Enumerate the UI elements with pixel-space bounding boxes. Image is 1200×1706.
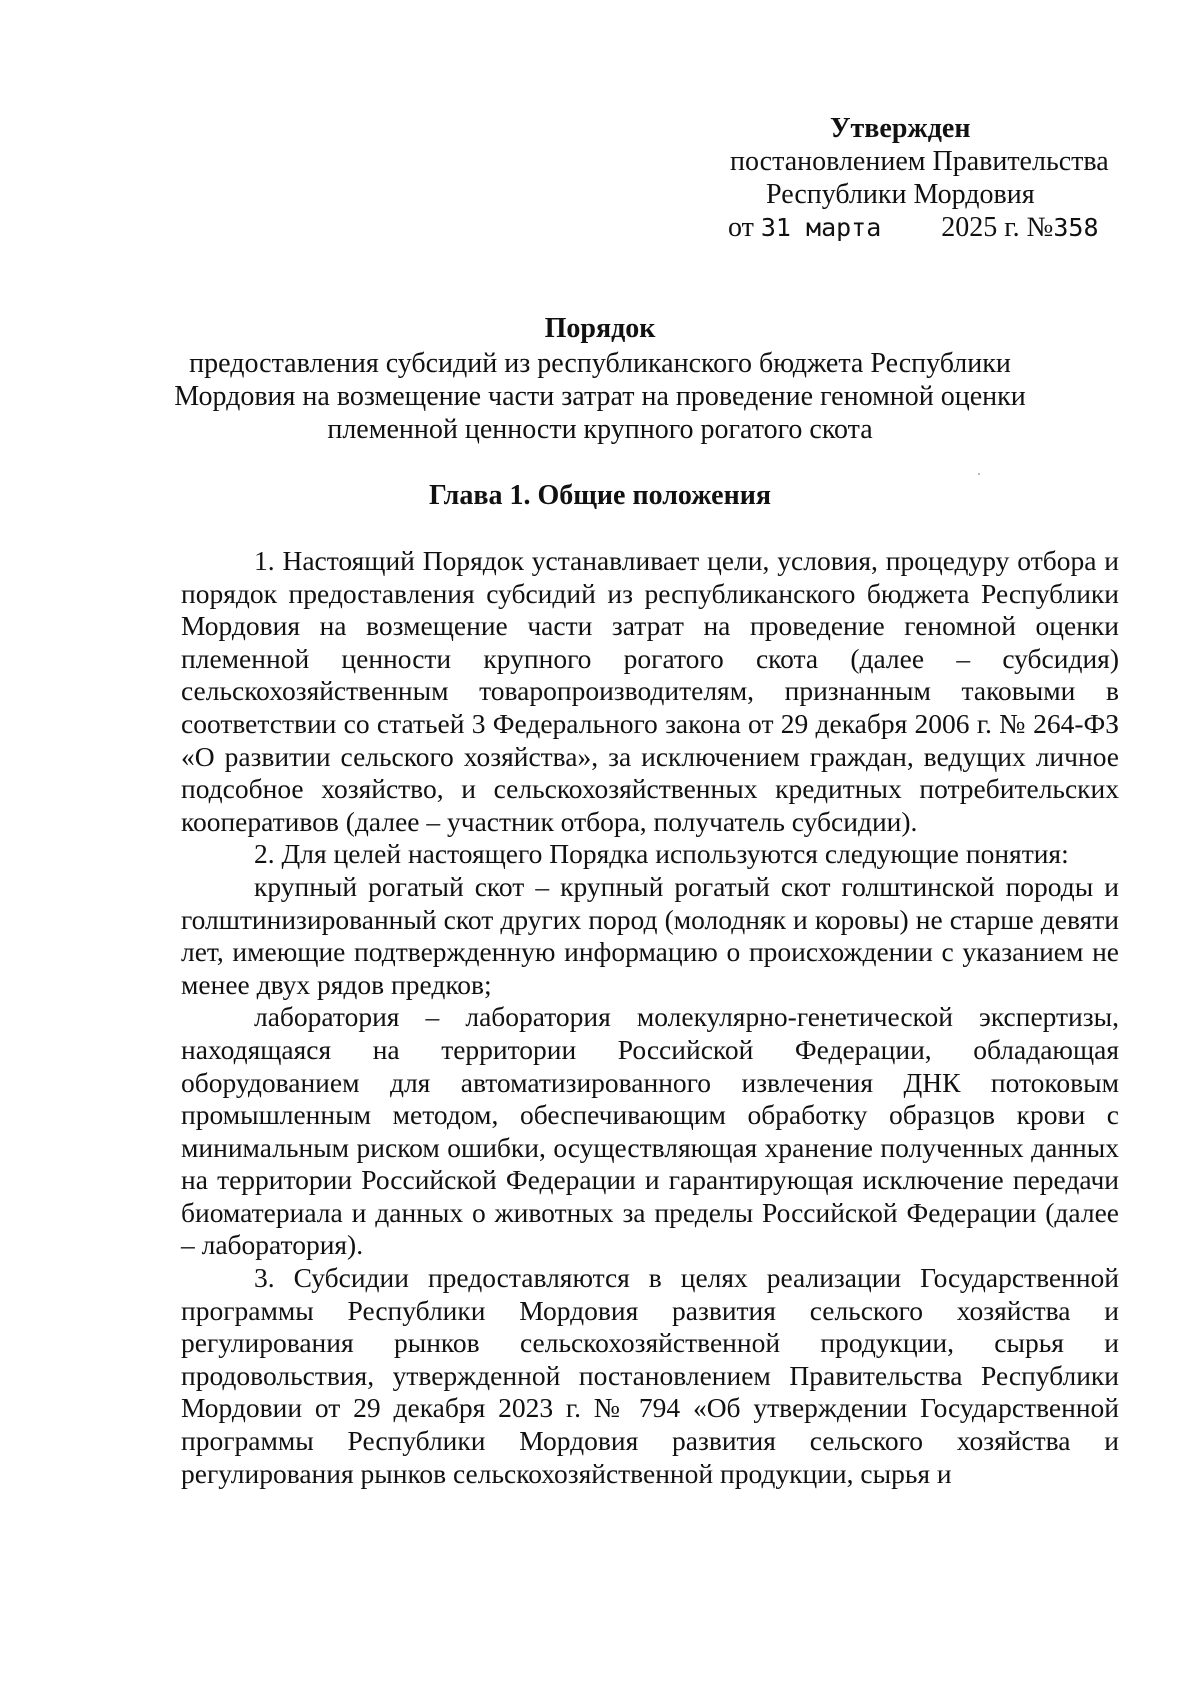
approval-date-prefix: от xyxy=(728,212,754,243)
document-body xyxy=(181,545,1119,1490)
scan-speck xyxy=(978,473,980,475)
approval-line-resolution: постановлением Правительства xyxy=(730,146,1109,177)
approval-date-filled: 31 марта xyxy=(760,213,882,242)
paragraph-3: 3. Субсидии предоставляются в целях реализации Государственной программы Республики Мордовия развития сельского хозяйства и регулирования рынков сельскохозяйственной продукции, сырья и продовольствия, утвержденной постановлением Правительства Республики Мордовии от 29 декабря 2023 г. № 794 «Об утверждении Государственной программы Республики Мордовия развития сельского хозяйства и регулирования рынков сельскохозяйственной продукции, сырья и xyxy=(181,1262,1119,1489)
approval-title: Утвержден xyxy=(830,113,971,144)
document-subtitle: предоставления субсидий из республиканского бюджета Республики Мордовия на возмещение части затрат на проведение геномной оценки племенной ценности крупного рогатого скота xyxy=(174,348,1026,445)
approval-date-line xyxy=(728,211,1099,244)
document-title: Порядок xyxy=(544,313,656,344)
approval-line-republic: Республики Мордовия xyxy=(766,179,1035,210)
chapter-heading: Глава 1. Общие положения xyxy=(428,480,771,511)
definition-cattle: крупный рогатый скот – крупный рогатый скот голштинской породы и голштинизированный скот других пород (молодняк и коровы) не старше девяти лет, имеющие подтвержденную информацию о происхождении с указанием не менее двух рядов предков; xyxy=(181,870,1119,1000)
approval-year: 2025 г. № xyxy=(941,212,1054,243)
definition-laboratory: лаборатория – лаборатория молекулярно-генетической экспертизы, находящаяся на территории Российской Федерации, обладающая оборудованием для автоматизированного извлечения ДНК потоковым промышленным методом, обеспечивающим обработку образцов крови с минимальным риском ошибки, осуществляющая хранение полученных данных на территории Российской Федерации и гарантирующая исключение передачи биоматериала и данных о животных за пределы Российской Федерации (далее – лаборатория). xyxy=(181,1001,1119,1261)
paragraph-1: 1. Настоящий Порядок устанавливает цели, условия, процедуру отбора и порядок предоставления субсидий из республиканского бюджета Республики Мордовия на возмещение части затрат на проведение геномной оценки племенной ценности крупного рогатого скота (далее – субсидия) сельскохозяйственным товаропроизводителям, признанным таковыми в соответствии со статьей 3 Федерального закона от 29 декабря 2006 г. № 264-ФЗ «О развитии сельского хозяйства», за исключением граждан, ведущих личное подсобное хозяйство, и сельскохозяйственных кредитных потребительских кооперативов (далее – участник отбора, получатель субсидии). xyxy=(181,545,1119,837)
paragraph-2: 2. Для целей настоящего Порядка используются следующие понятия: xyxy=(254,838,1069,870)
approval-number: 358 xyxy=(1053,213,1099,242)
